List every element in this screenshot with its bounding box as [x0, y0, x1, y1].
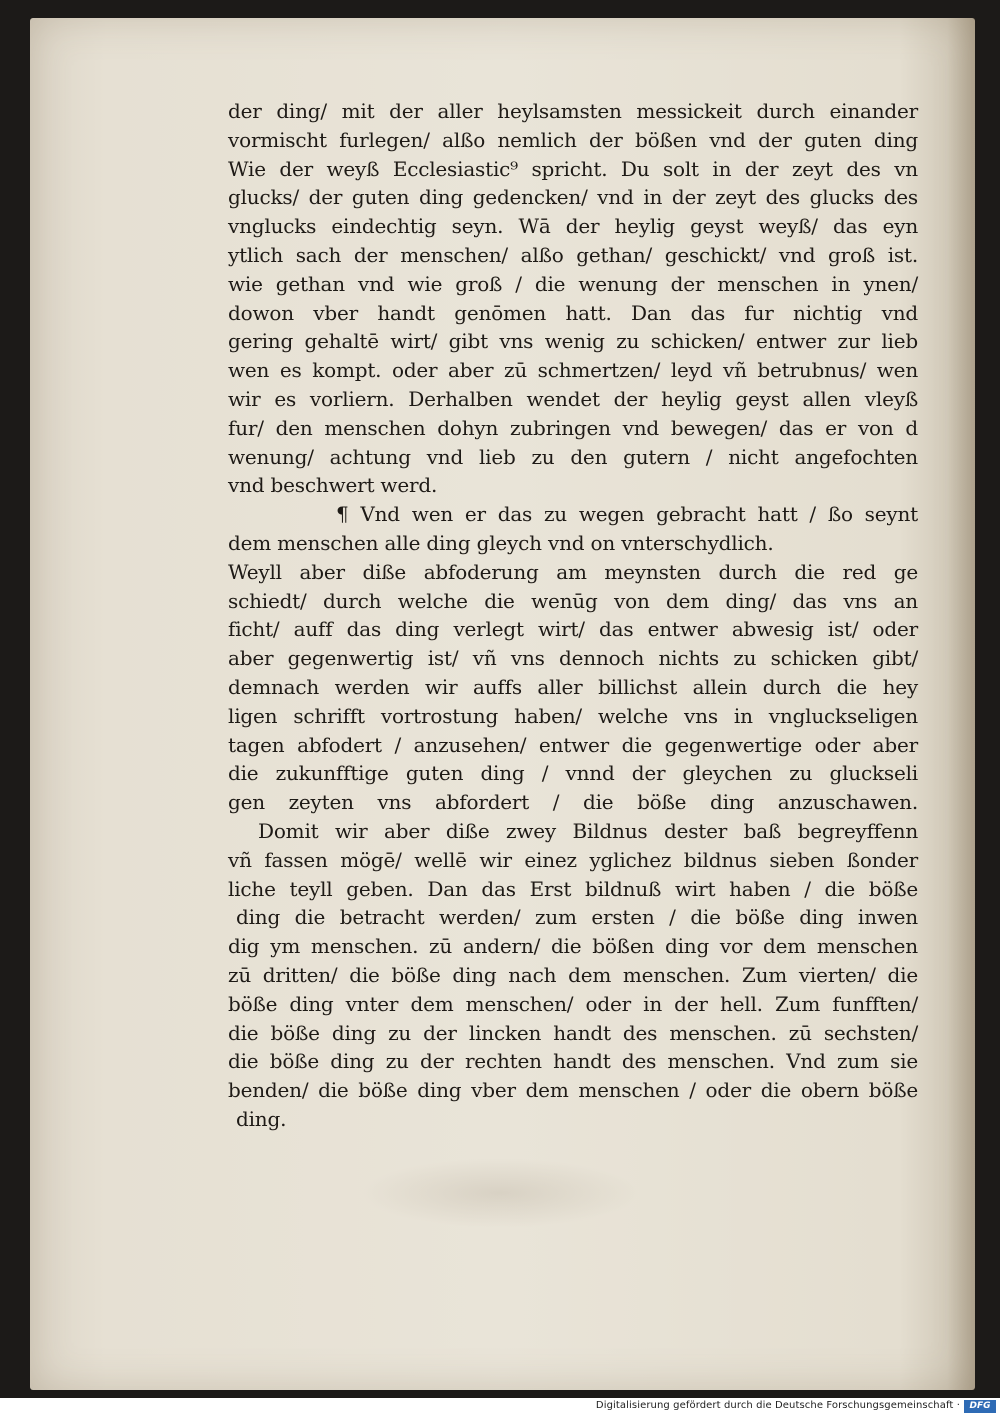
text-line: die zukunfftige guten ding / vnnd der gleychen zu gluckseli	[228, 761, 918, 786]
text-line: ytlich sach der menschen/ alßo gethan/ geschickt/ vnd groß ist.	[228, 242, 918, 267]
text-line: schiedt/ durch welche die wenūg von dem ding/ das vns an	[228, 588, 918, 613]
page-edge-shadow	[947, 18, 975, 1390]
text-line: vñ fassen mögē/ wellē wir einez yglichez bildnus sieben ßonder	[228, 847, 918, 872]
text-line: Domit wir aber diße zwey Bildnus dester baß begreyffenn	[258, 818, 918, 843]
text-line: gering gehaltē wirt/ gibt vns wenig zu schicken/ entwer zur lieb	[228, 329, 918, 354]
dfg-logo: DFG	[964, 1400, 996, 1413]
text-line: Weyll aber diße abfoderung am meynsten durch die red ge	[228, 559, 918, 584]
text-line: vnglucks eindechtig seyn. Wā der heylig geyst weyß/ das eyn	[228, 214, 918, 239]
text-line: demnach werden wir auffs aller billichst allein durch die hey	[228, 674, 918, 699]
text-line: dem menschen alle ding gleych vnd on vnterschydlich.	[228, 530, 774, 555]
text-line: tagen abfodert / anzusehen/ entwer die gegenwertige oder aber	[228, 732, 918, 757]
text-line: böße ding vnter dem menschen/ oder in der hell. Zum funfften/	[228, 991, 918, 1016]
text-line: dowon vber handt genōmen hatt. Dan das fur nichtig vnd	[228, 300, 918, 325]
text-line: liche teyll geben. Dan das Erst bildnuß wirt haben / die böße	[228, 876, 918, 901]
text-line: gen zeyten vns abfordert / die böße ding anzuschawen.	[228, 790, 918, 815]
ink-bleed-through	[360, 1158, 640, 1228]
text-line: wen es kompt. oder aber zū schmertzen/ leyd vñ betrubnus/ wen	[228, 358, 918, 383]
blackletter-text-block	[228, 97, 918, 1134]
text-line: ding die betracht werden/ zum ersten / die böße ding inwen	[236, 905, 918, 930]
text-line: ¶ Vnd wen er das zu wegen gebracht hatt / ßo seynt	[336, 502, 918, 527]
text-line: wie gethan vnd wie groß / die wenung der menschen in ynen/	[228, 271, 918, 296]
text-line: benden/ die böße ding vber dem menschen / oder die obern böße	[228, 1078, 918, 1103]
text-line: dig ym menschen. zū andern/ die bößen ding vor dem menschen	[228, 934, 918, 959]
funding-credit: Digitalisierung gefördert durch die Deutsche Forschungsgemeinschaft ·	[595, 1400, 960, 1411]
text-line: zū dritten/ die böße ding nach dem menschen. Zum vierten/ die	[228, 962, 918, 987]
text-line: wenung/ achtung vnd lieb zu den gutern / nicht angefochten	[228, 444, 918, 469]
text-line: die böße ding zu der lincken handt des menschen. zū sechsten/	[228, 1020, 918, 1045]
text-line: vormischt furlegen/ alßo nemlich der bößen vnd der guten ding	[228, 127, 918, 152]
text-line: aber gegenwertig ist/ vñ vns dennoch nichts zu schicken gibt/	[228, 646, 918, 671]
text-line: ficht/ auff das ding verlegt wirt/ das entwer abwesig ist/ oder	[228, 617, 918, 642]
text-line: ligen schrifft vortrostung haben/ welche vns in vngluckseligen	[228, 703, 918, 728]
text-line: wir es vorliern. Derhalben wendet der heylig geyst allen vleyß	[228, 386, 918, 411]
text-line: Wie der weyß Ecclesiastic⁹ spricht. Du solt in der zeyt des vn	[228, 156, 918, 181]
text-line: der ding/ mit der aller heylsamsten messickeit durch einander	[228, 99, 918, 123]
text-line: die böße ding zu der rechten handt des menschen. Vnd zum sie	[228, 1049, 918, 1074]
text-line: glucks/ der guten ding gedencken/ vnd in der zeyt des glucks des	[228, 185, 918, 210]
text-line: ding.	[236, 1106, 287, 1131]
text-line: fur/ den menschen dohyn zubringen vnd bewegen/ das er von d	[228, 415, 918, 440]
text-line: vnd beschwert werd.	[228, 473, 438, 498]
